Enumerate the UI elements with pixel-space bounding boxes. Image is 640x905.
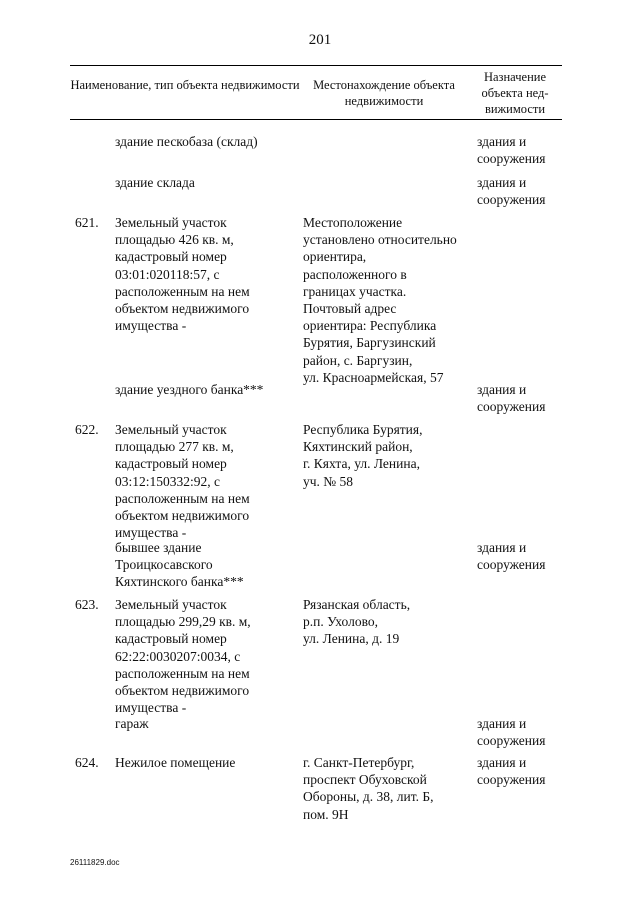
object-purpose: здания и сооружения bbox=[477, 175, 546, 208]
page-number: 201 bbox=[308, 32, 332, 48]
object-location: Республика Бурятия, Кяхтинский район, г. Кяхта, ул. Ленина, уч. № 58 bbox=[303, 422, 423, 489]
row-number: 621. bbox=[75, 215, 99, 230]
footer-filename: 26111829.doc bbox=[70, 858, 120, 867]
row-number: 624. bbox=[75, 755, 99, 770]
object-name: Земельный участок площадью 299,29 кв. м, кадастровый номер 62:22:0030207:0034, с расположенным на нем объектом недвижимого имущества - bbox=[115, 597, 251, 716]
object-purpose: здания и сооружения bbox=[477, 755, 546, 788]
object-location: г. Санкт-Петербург, проспект Обуховской Обороны, д. 38, лит. Б, пом. 9Н bbox=[303, 755, 434, 822]
object-purpose: здания и сооружения bbox=[477, 540, 546, 573]
object-location: Местоположение установлено относительно ориентира, расположенного в границах участка. Почтовый адрес ориентира: Республика Бурятия, Баргузинский район, с. Баргузин, ул. Красноармейская, 57 bbox=[303, 215, 457, 385]
object-name: бывшее здание Троицкосавского Кяхтинского банка*** bbox=[115, 540, 244, 590]
header-bottom-rule bbox=[70, 119, 562, 120]
object-name: здание пескобаза (склад) bbox=[115, 134, 258, 149]
object-name: здание уездного банка*** bbox=[115, 382, 264, 397]
object-purpose: здания и сооружения bbox=[477, 382, 546, 415]
header-name-type: Наименование, тип объекта недвижимости bbox=[70, 78, 300, 92]
object-location: Рязанская область, р.п. Ухолово, ул. Ленина, д. 19 bbox=[303, 597, 411, 647]
header-location: Местонахождение объекта недвижимости bbox=[313, 78, 455, 108]
object-purpose: здания и сооружения bbox=[477, 716, 546, 749]
object-name: Нежилое помещение bbox=[115, 755, 236, 770]
row-number: 622. bbox=[75, 422, 99, 437]
row-number: 623. bbox=[75, 597, 99, 612]
object-name: гараж bbox=[115, 716, 149, 731]
object-name: Земельный участок площадью 277 кв. м, кадастровый номер 03:12:150332:92, с расположенным на нем объектом недвижимого имущества - bbox=[115, 422, 250, 541]
object-purpose: здания и сооружения bbox=[477, 134, 546, 167]
object-name: здание склада bbox=[115, 175, 195, 190]
header-top-rule bbox=[70, 65, 562, 66]
object-name: Земельный участок площадью 426 кв. м, кадастровый номер 03:01:020118:57, с расположенным на нем объектом недвижимого имущества - bbox=[115, 215, 250, 334]
header-purpose: Назначение объекта нед- вижимости bbox=[481, 70, 549, 116]
